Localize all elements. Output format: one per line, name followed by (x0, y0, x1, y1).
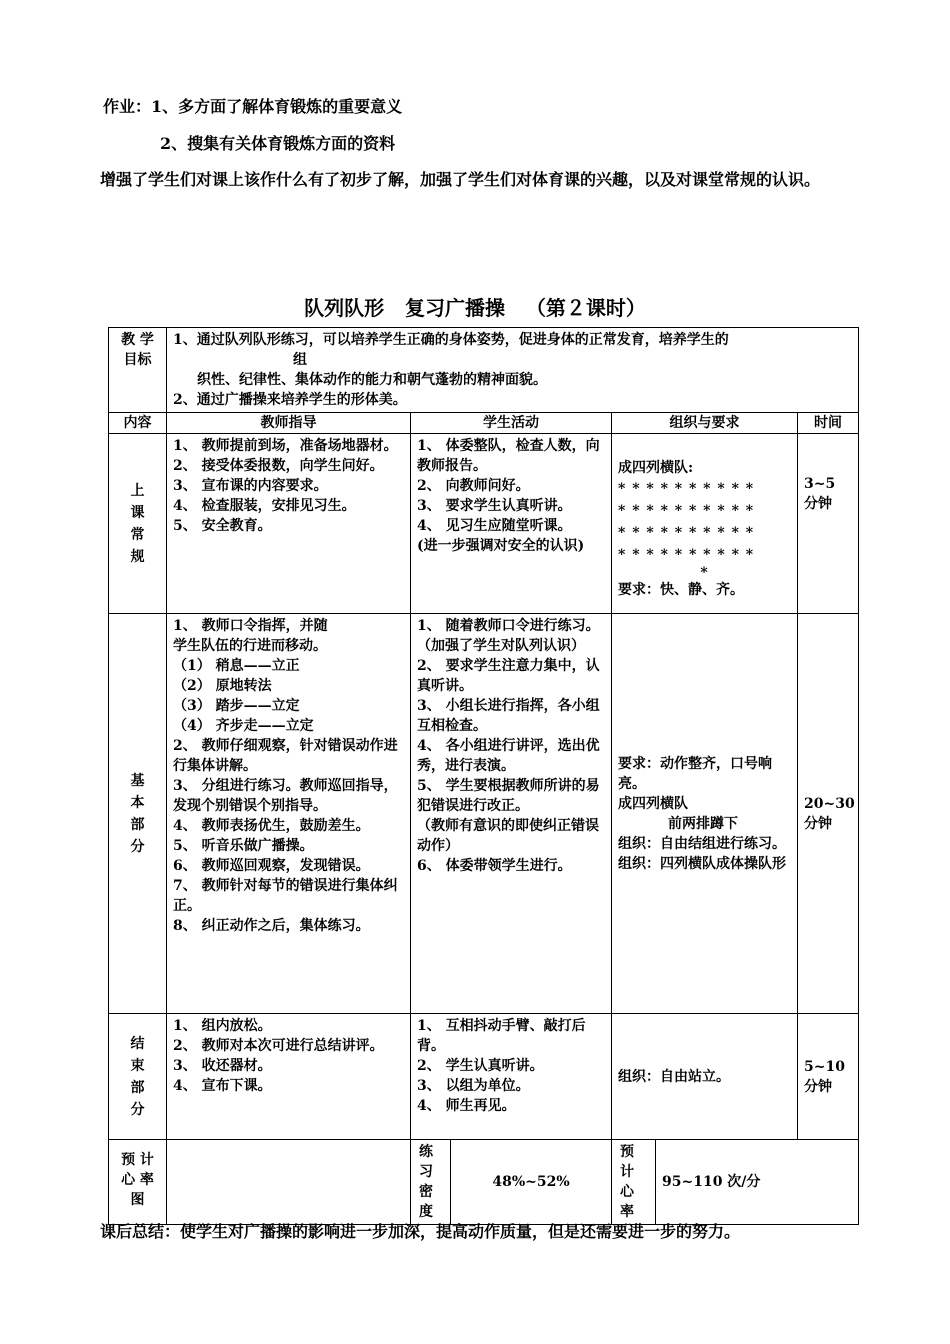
routine-student-line: 2、 向教师问好。 (417, 478, 530, 494)
routine-teacher-line: 2、 接受体委报数，向学生问好。 (173, 458, 384, 474)
header-time: 时间 (798, 413, 859, 434)
main-time (798, 614, 859, 1014)
closing-student (411, 1014, 612, 1140)
formation-row: * (700, 565, 709, 581)
main-student-line: 3、 小组长进行指挥，各小组互相检查。 (417, 698, 600, 734)
main-teacher-line: （4） 齐步走——立定 (173, 718, 314, 734)
main-student (411, 614, 612, 1014)
routine-requirement: 要求：快、静、齐。 (618, 582, 744, 598)
goal-line: 1、通过队列队形练习，可以培养学生正确的身体姿势，促进身体的正常发育，培养学生的 (173, 332, 729, 348)
routine-teacher-line: 4、 检查服装，安排见习生。 (173, 498, 356, 514)
main-org (612, 614, 798, 1014)
routine-student (411, 434, 612, 614)
goal-cell (167, 328, 859, 413)
section-label-routine: 上课常规 (109, 434, 167, 614)
density-value: 48%~52% (451, 1140, 612, 1225)
main-org-line: 前两排蹲下 (668, 815, 738, 832)
header-student: 学生活动 (411, 413, 612, 434)
closing-student-line: 2、 学生认真听讲。 (417, 1058, 544, 1074)
main-student-line: 5、 学生要根据教师所讲的易犯错误进行改正。 (417, 778, 600, 814)
closing-teacher-line: 1、 组内放松。 (173, 1018, 272, 1034)
main-org-line: 组织：四列横队成体操队形 (618, 855, 786, 872)
main-teacher (167, 614, 411, 1014)
closing-student-line: 1、 互相抖动手臂、敲打后背。 (417, 1018, 586, 1054)
main-org-line: 组织：自由结组进行练习。 (618, 835, 786, 852)
main-student-line: 6、 体委带领学生进行。 (417, 858, 572, 874)
formation-row: * * * * * * * * * * (618, 481, 755, 497)
goal-line: 组 (293, 352, 307, 368)
main-student-line: 4、 各小组进行讲评，选出优秀，进行表演。 (417, 738, 600, 774)
main-teacher-line: 4、 教师表扬优生，鼓励差生。 (173, 818, 370, 834)
time-unit: 分钟 (804, 496, 832, 512)
header-content: 内容 (109, 413, 167, 434)
main-teacher-line: 5、 听音乐做广播操。 (173, 838, 314, 854)
expected-hr-label: 预计心率 (612, 1140, 656, 1225)
routine-time (798, 434, 859, 614)
closing-teacher-line: 2、 教师对本次可进行总结讲评。 (173, 1038, 384, 1054)
main-student-line: 1、 随着教师口令进行练习。 (417, 618, 600, 634)
header-org: 组织与要求 (612, 413, 798, 434)
density-label: 练习密度 (411, 1140, 451, 1225)
closing-org: 组织：自由站立。 (612, 1014, 798, 1140)
time-range: 5~10 (804, 1058, 845, 1075)
routine-teacher (167, 434, 411, 614)
time-range: 3~5 (804, 476, 836, 492)
routine-student-line: (进一步强调对安全的认识) (417, 538, 585, 554)
time-unit: 分钟 (804, 815, 832, 832)
formation-row: * * * * * * * * * * (618, 547, 755, 563)
heart-rate-chart-label: 预 计 心 率 图 (109, 1140, 167, 1225)
routine-teacher-line: 1、 教师提前到场，准备场地器材。 (173, 438, 398, 454)
time-range: 20~30 (804, 795, 855, 812)
main-teacher-line: 8、 纠正动作之后，集体练习。 (173, 918, 370, 934)
goal-line: 2、通过广播操来培养学生的形体美。 (173, 392, 407, 408)
main-student-line: 2、 要求学生注意力集中，认真听讲。 (417, 658, 600, 694)
formation-row: * * * * * * * * * * (618, 503, 755, 519)
expected-hr-value: 95~110 次/分 (656, 1140, 859, 1225)
routine-student-line: 3、 要求学生认真听讲。 (417, 498, 572, 514)
main-org-line: 成四列横队 (618, 795, 688, 812)
main-teacher-line: （1） 稍息——立正 (173, 658, 300, 674)
goal-label: 教 学 目标 (109, 328, 167, 413)
closing-student-line: 3、 以组为单位。 (417, 1078, 530, 1094)
section-label-closing: 结束部分 (109, 1014, 167, 1140)
main-teacher-line: （3） 踏步——立定 (173, 698, 300, 714)
routine-teacher-line: 5、 安全教育。 (173, 518, 272, 534)
main-teacher-line: （2） 原地转法 (173, 678, 272, 694)
main-teacher-line: 6、 教师巡回观察，发现错误。 (173, 858, 370, 874)
lesson-summary: 课后总结：使学生对广播操的影响进一步加深，提高动作质量，但是还需要进一步的努力。 (100, 1222, 741, 1241)
closing-teacher-line: 3、 收还器材。 (173, 1058, 272, 1074)
main-teacher-line: 2、 教师仔细观察，针对错误动作进行集体讲解。 (173, 738, 398, 774)
lesson-plan-table (108, 327, 859, 1225)
routine-org (612, 434, 798, 614)
goal-line: 织性、纪律性、集体动作的能力和朝气蓬勃的精神面貌。 (197, 372, 547, 388)
heart-rate-chart-cell (167, 1140, 411, 1225)
closing-teacher (167, 1014, 411, 1140)
lesson-title: 队列队形 复习广播操 （第２课时） (304, 296, 646, 320)
main-student-line: （教师有意识的即使纠正错误动作） (417, 818, 599, 854)
routine-student-line: 1、 体委整队，检查人数，向教师报告。 (417, 438, 600, 474)
section-label-main: 基本部分 (109, 614, 167, 1014)
homework-line-2: 2、搜集有关体育锻炼方面的资料 (160, 134, 396, 153)
formation-row: * * * * * * * * * * (618, 525, 755, 541)
closing-teacher-line: 4、 宣布下课。 (173, 1078, 272, 1094)
time-unit: 分钟 (804, 1078, 832, 1095)
header-teacher: 教师指导 (167, 413, 411, 434)
previous-reflection: 增强了学生们对课上该作什么有了初步了解，加强了学生们对体育课的兴趣，以及对课堂常规的认识。 (100, 170, 821, 189)
main-teacher-line: 7、 教师针对每节的错误进行集体纠正。 (173, 878, 398, 914)
main-teacher-line: 3、 分组进行练习。教师巡回指导，发现个别错误个别指导。 (173, 778, 398, 814)
routine-student-line: 4、 见习生应随堂听课。 (417, 518, 572, 534)
main-org-line: 要求：动作整齐，口号响亮。 (618, 755, 772, 792)
closing-time (798, 1014, 859, 1140)
routine-teacher-line: 3、 宣布课的内容要求。 (173, 478, 328, 494)
formation-label: 成四列横队: (618, 460, 694, 476)
closing-student-line: 4、 师生再见。 (417, 1098, 516, 1114)
main-student-line: （加强了学生对队列认识） (417, 638, 585, 654)
homework-line-1: 作业：1、多方面了解体育锻炼的重要意义 (103, 97, 403, 116)
main-teacher-line: 学生队伍的行进而移动。 (173, 638, 327, 654)
main-teacher-line: 1、 教师口令指挥，并随 (173, 618, 328, 634)
